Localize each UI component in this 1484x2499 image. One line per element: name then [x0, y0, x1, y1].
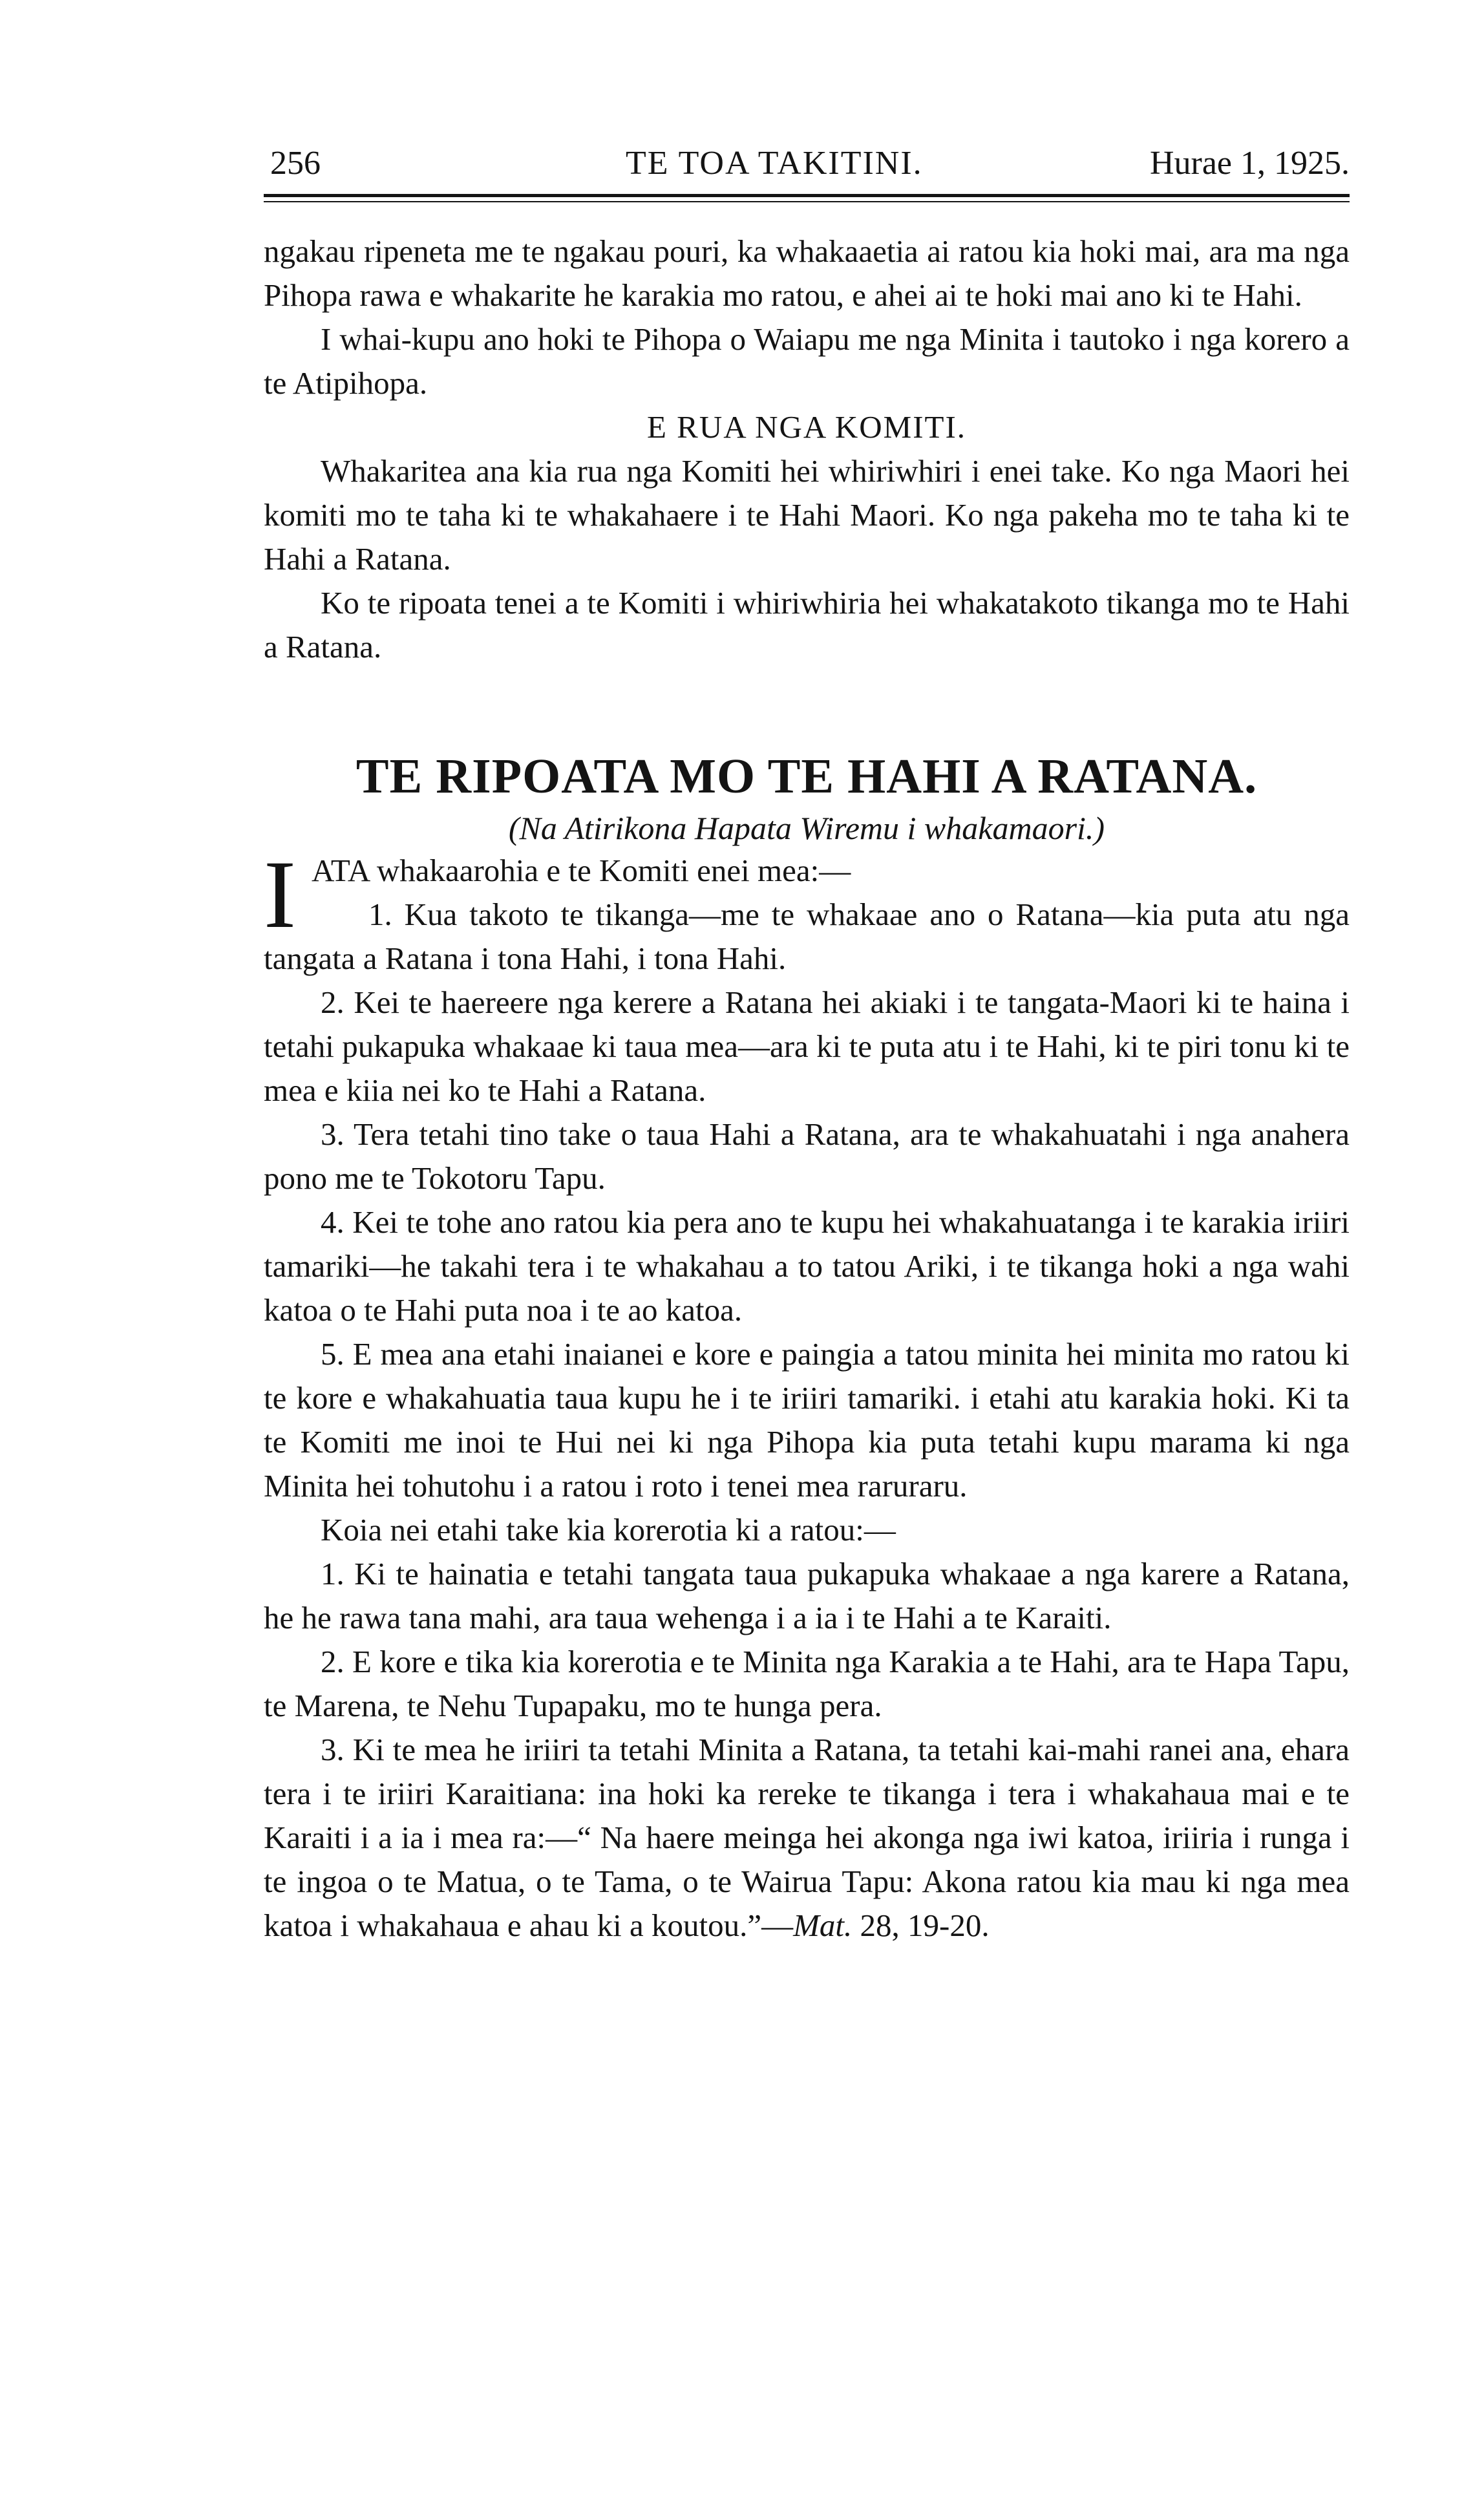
- header-rule-thin: [264, 201, 1350, 202]
- numbered-item: 2. Kei te haereere nga kerere a Ratana hei akiaki i te tangata-Maori ki te haina i tetahi pukapuka whakaae ki taua mea—ara ki te puta atu i te Hahi, ki te piri tonu ki te mea e kiia nei ko te Hahi a Ratana.: [264, 984, 1350, 1108]
- paragraph: Ko te ripoata tenei a te Komiti i whiriwhiria hei whakatakoto tikanga mo te Hahi a Ratana.: [264, 585, 1350, 665]
- citation-book: Mat.: [793, 1908, 853, 1943]
- drop-cap: I: [264, 841, 296, 948]
- numbered-item: 3. Tera tetahi tino take o taua Hahi a Ratana, ara te whakahuatahi i nga anahera pono me te Tokotoru Tapu.: [264, 1116, 1350, 1196]
- paragraph: ngakau ripeneta me te ngakau pouri, ka whakaaetia ai ratou kia hoki mai, ara ma nga Pihopa rawa e whakarite he karakia mo ratou, e ahei ai te hoki mai ano ki te Hahi.: [264, 233, 1350, 313]
- intro-block: [264, 841, 1350, 981]
- numbered-item: 1. Kua takoto te tikanga—me te whakaae ano o Ratana—kia puta atu nga tangata a Ratana i tona Hahi, i tona Hahi.: [264, 897, 1350, 976]
- page-number: 256: [270, 145, 321, 182]
- translator-byline: (Na Atirikona Hapata Wiremu i whakamaori.): [508, 810, 1105, 846]
- numbered-item: 4. Kei te tohe ano ratou kia pera ano te kupu hei whakahuatanga i te karakia iriiri tamariki—he takahi tera i te whakahau a to tatou Ariki, i te tikanga hoki a nga wahi katoa o te Hahi puta noa i te ao katoa.: [264, 1204, 1350, 1328]
- numbered-item: 2. E kore e tika kia korerotia e te Minita nga Karakia a te Hahi, ara te Hapa Tapu, te Marena, te Nehu Tupapaku, mo te hunga pera.: [264, 1644, 1350, 1723]
- paragraph: I whai-kupu ano hoki te Pihopa o Waiapu me nga Minita i tautoko i nga korero a te Atipihopa.: [264, 321, 1350, 401]
- section-gap: [264, 669, 1350, 745]
- issue-date: Hurae 1, 1925.: [1149, 145, 1350, 182]
- running-header: [264, 138, 1350, 189]
- paragraph: Koia nei etahi take kia korerotia ki a ratou:—: [321, 1512, 896, 1547]
- journal-title: TE TOA TAKITINI.: [626, 145, 923, 182]
- article-body: [264, 229, 1350, 1948]
- report-heading: TE RIPOATA MO TE HAHI A RATANA.: [355, 749, 1258, 803]
- intro-line: ATA whakaarohia e te Komiti enei mea:—: [311, 853, 851, 888]
- numbered-item: 5. E mea ana etahi inaianei e kore e paingia a tatou minita hei minita mo ratou ki te kore e whakahuatia taua kupu he i te iriiri tamariki. i etahi atu karakia hoki. Ki ta te Komiti me inoi te Hui nei ki nga Pihopa kia puta tetahi kupu marama ki nga Minita hei tohutohu i a ratou i roto i tenei mea raruraru.: [264, 1336, 1350, 1504]
- header-rule-thick: [264, 194, 1350, 197]
- numbered-item: [264, 1728, 1350, 1948]
- paragraph: Whakaritea ana kia rua nga Komiti hei whiriwhiri i enei take. Ko nga Maori hei komiti mo te taha ki te whakahaere i te Hahi Maori. Ko nga pakeha mo te taha ki te Hahi a Ratana.: [264, 453, 1350, 577]
- item-text: 3. Ki te mea he iriiri ta tetahi Minita a Ratana, ta tetahi kai-mahi ranei ana, ehara tera i te iriiri Karaitiana: ina hoki ka rereke te tikanga i tera i whakahaua mai e te Karaiti i a ia i mea ra:—“ Na haere meinga hei akonga nga iwi katoa, iriiria i runga i te ingoa o te Matua, o te Tama, o te Wairua Tapu: Akona ratou kia mau ki nga mea katoa i whakahaua e ahau ki a koutou.”—: [264, 1732, 1350, 1943]
- sub-heading: E RUA NGA KOMITI.: [646, 409, 967, 445]
- numbered-item: 1. Ki te hainatia e tetahi tangata taua pukapuka whakaae a nga karere a Ratana, he he rawa tana mahi, ara taua wehenga i a ia i te Hahi a te Karaiti.: [264, 1556, 1350, 1635]
- citation-ref: 28, 19-20.: [852, 1908, 990, 1943]
